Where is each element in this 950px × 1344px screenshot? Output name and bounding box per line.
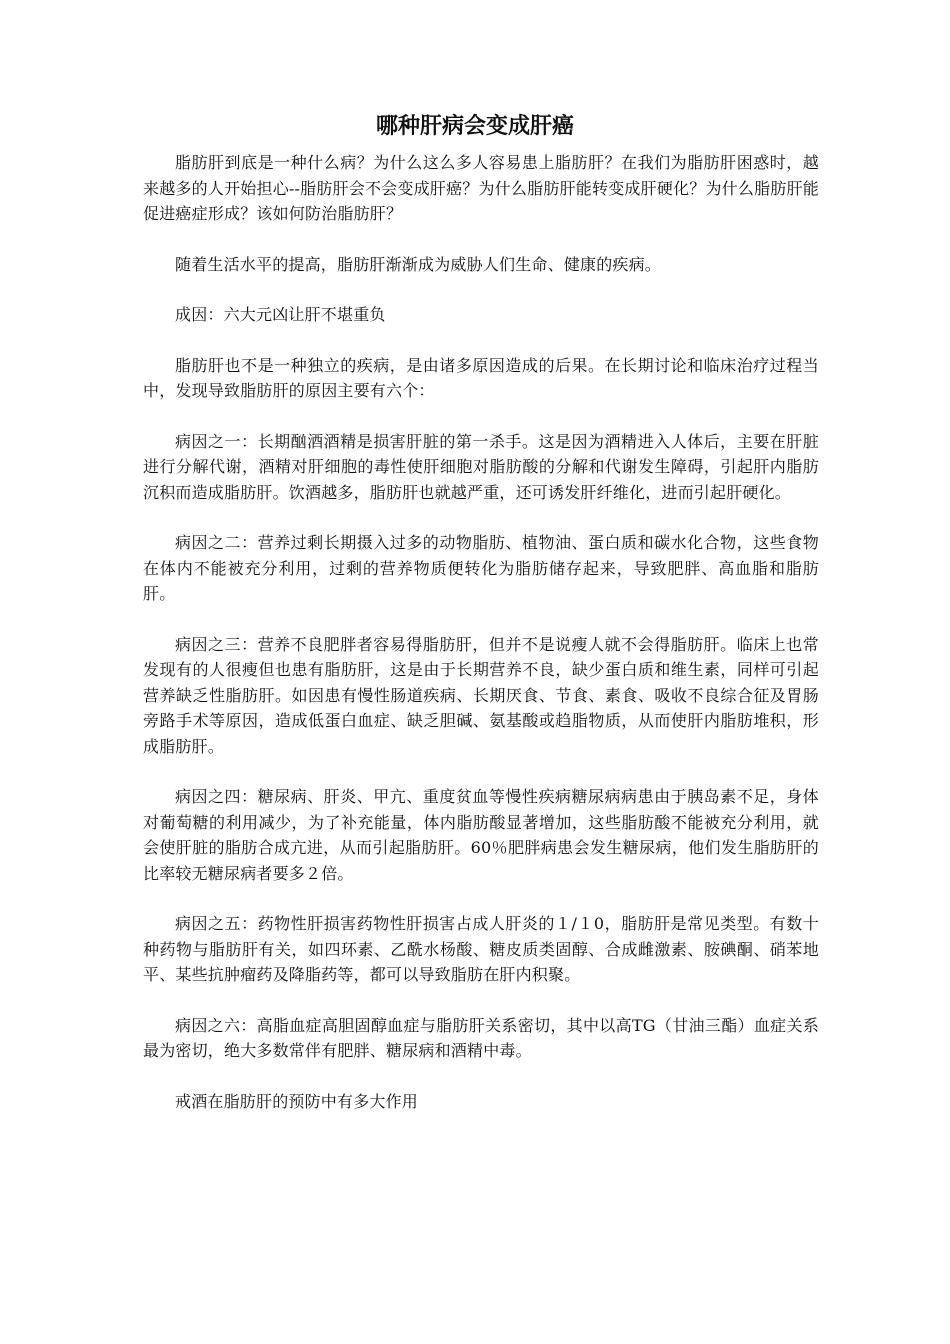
- paragraph-intro: 脂肪肝到底是一种什么病？为什么这么多人容易患上脂肪肝？在我们为脂肪肝困惑时，越来越多的人开始担心--脂肪肝会不会变成肝癌？为什么脂肪肝能转变成肝硬化？为什么脂肪肝能促进癌症形成？该如何防治脂肪肝？: [143, 153, 819, 223]
- paragraph-cause-2: 病因之二：营养过剩长期摄入过多的动物脂肪、植物油、蛋白质和碳水化合物，这些食物在体内不能被充分利用，过剩的营养物质便转化为脂肪储存起来，导致肥胖、高血脂和脂肪肝。: [143, 533, 819, 603]
- section-heading-quit-drinking: 戒酒在脂肪肝的预防中有多大作用: [175, 1091, 419, 1111]
- paragraph-cause-1: 病因之一：长期酗酒酒精是损害肝脏的第一杀手。这是因为酒精进入人体后，主要在肝脏进行分解代谢，酒精对肝细胞的毒性使肝细胞对脂肪酸的分解和代谢发生障碍，引起肝内脂肪沉积而造成脂肪肝。饮酒越多，脂肪肝也就越严重，还可诱发肝纤维化，进而引起肝硬化。: [143, 431, 819, 502]
- document-title: 哪种肝病会变成肝癌: [375, 114, 574, 139]
- paragraph-causes-overview: 脂肪肝也不是一种独立的疾病，是由诸多原因造成的后果。在长期讨论和临床治疗过程当中，发现导致脂肪肝的原因主要有六个：: [143, 355, 819, 400]
- section-heading-causes: 成因：六大元凶让肝不堪重负: [175, 305, 386, 324]
- paragraph-cause-3: 病因之三：营养不良肥胖者容易得脂肪肝，但并不是说瘦人就不会得脂肪肝。临床上也常发现有的人很瘦但也患有脂肪肝，这是由于长期营养不良，缺少蛋白质和维生素，同样可引起营养缺乏性脂肪肝。如因患有慢性肠道疾病、长期厌食、节食、素食、吸收不良综合征及胃肠旁路手术等原因，造成低蛋白血症、缺乏胆碱、氨基酸或趋脂物质，从而使肝内脂肪堆积，形成脂肪肝。: [143, 634, 819, 756]
- paragraph-cause-6: 病因之六：高脂血症高胆固醇血症与脂肪肝关系密切，其中以高TG（甘油三酯）血症关系最为密切，绝大多数常伴有肥胖、糖尿病和酒精中毒。: [143, 1015, 819, 1060]
- document-body: [143, 150, 819, 1139]
- paragraph-cause-5: 病因之五：药物性肝损害药物性肝损害占成人肝炎的１/１0，脂肪肝是常见类型。有数十种药物与脂肪肝有关，如四环素、乙酰水杨酸、糖皮质类固醇、合成雌激素、胺碘酮、硝苯地平、某些抗肿瘤药及降脂药等，都可以导致脂肪在肝内积聚。: [143, 914, 819, 984]
- paragraph-living-standard: 随着生活水平的提高，脂肪肝渐渐成为威胁人们生命、健康的疾病。: [175, 254, 662, 274]
- paragraph-cause-4: 病因之四：糖尿病、肝炎、甲亢、重度贫血等慢性疾病糖尿病病患由于胰岛素不足，身体对葡萄糖的利用减少，为了补充能量，体内脂肪酸显著增加，这些脂肪酸不能被充分利用，就会使肝脏的脂肪合成亢进，从而引起脂肪肝。60％肥胖病患会发生糖尿病，他们发生脂肪肝的比率较无糖尿病者要多２倍。: [143, 787, 819, 883]
